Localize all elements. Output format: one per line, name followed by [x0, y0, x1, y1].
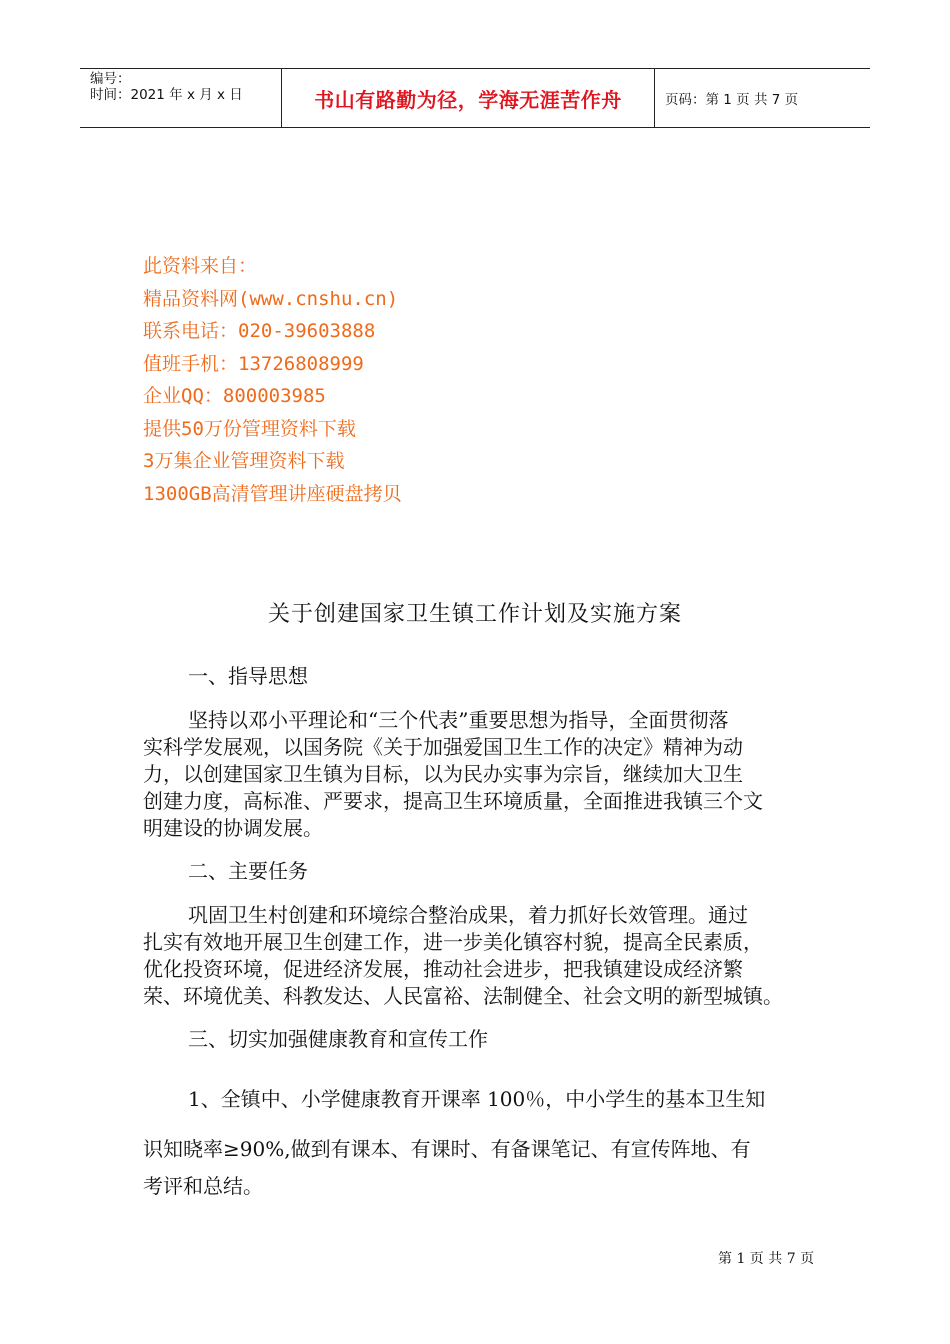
item-line: 识知晓率≥90%,做到有课本、有课时、有备课笔记、有宣传阵地、有 [143, 1137, 751, 1161]
document-date-label: 时间：2021 年 x 月 x 日 [90, 87, 243, 103]
section-heading-health-education: 三、切实加强健康教育和宣传工作 [188, 1027, 488, 1051]
item-line: 1、全镇中、小学健康教育开课率 100％，中小学生的基本卫生知 [188, 1087, 766, 1111]
paragraph-line: 扎实有效地开展卫生创建工作，进一步美化镇容村貌，提高全民素质， [143, 930, 763, 954]
document-title: 关于创建国家卫生镇工作计划及实施方案 [267, 602, 682, 627]
header-meta [80, 69, 282, 127]
page-footer: 第 1 页 共 7 页 [718, 1251, 815, 1267]
source-line: 精品资料网(www.cnshu.cn) [143, 287, 399, 310]
paragraph-main-tasks [143, 902, 823, 1010]
paragraph-line: 力，以创建国家卫生镇为目标，以为民办实事为宗旨，继续加大卫生 [143, 762, 743, 786]
paragraph-line: 明建设的协调发展。 [143, 816, 323, 840]
paragraph-line: 创建力度，高标准、严要求，提高卫生环境质量，全面推进我镇三个文 [143, 789, 763, 813]
source-line: 此资料来自： [143, 255, 258, 277]
source-line: 3万集企业管理资料下载 [143, 450, 345, 472]
section-heading-guiding-ideology: 一、指导思想 [188, 664, 308, 688]
page-header [80, 68, 870, 128]
source-line: 企业QQ：800003985 [143, 385, 326, 407]
section-heading-main-tasks: 二、主要任务 [188, 859, 308, 883]
paragraph-line: 实科学发展观，以国务院《关于加强爱国卫生工作的决定》精神为动 [143, 735, 743, 759]
paragraph-guiding-ideology [143, 707, 823, 842]
paragraph-line: 荣、环境优美、科教发达、人民富裕、法制健全、社会文明的新型城镇。 [143, 984, 783, 1008]
source-line: 提供50万份管理资料下载 [143, 417, 356, 440]
header-page-label: 页码：第 1 页 共 7 页 [665, 92, 799, 108]
document-number-label: 编号： [90, 71, 131, 87]
paragraph-line: 优化投资环境，促进经济发展，推动社会进步，把我镇建设成经济繁 [143, 957, 743, 981]
source-line: 值班手机：13726808999 [143, 352, 364, 375]
paragraph-line: 巩固卫生村创建和环境综合整治成果，着力抓好长效管理。通过 [188, 903, 748, 927]
item-line: 考评和总结。 [143, 1174, 263, 1198]
source-info-block [143, 250, 402, 510]
source-line: 1300GB高清管理讲座硬盘拷贝 [143, 482, 402, 505]
paragraph-line: 坚持以邓小平理论和“三个代表”重要思想为指导，全面贯彻落 [188, 708, 729, 732]
source-line: 联系电话：020-39603888 [143, 320, 376, 342]
header-motto: 书山有路勤为径，学海无涯苦作舟 [282, 69, 655, 127]
